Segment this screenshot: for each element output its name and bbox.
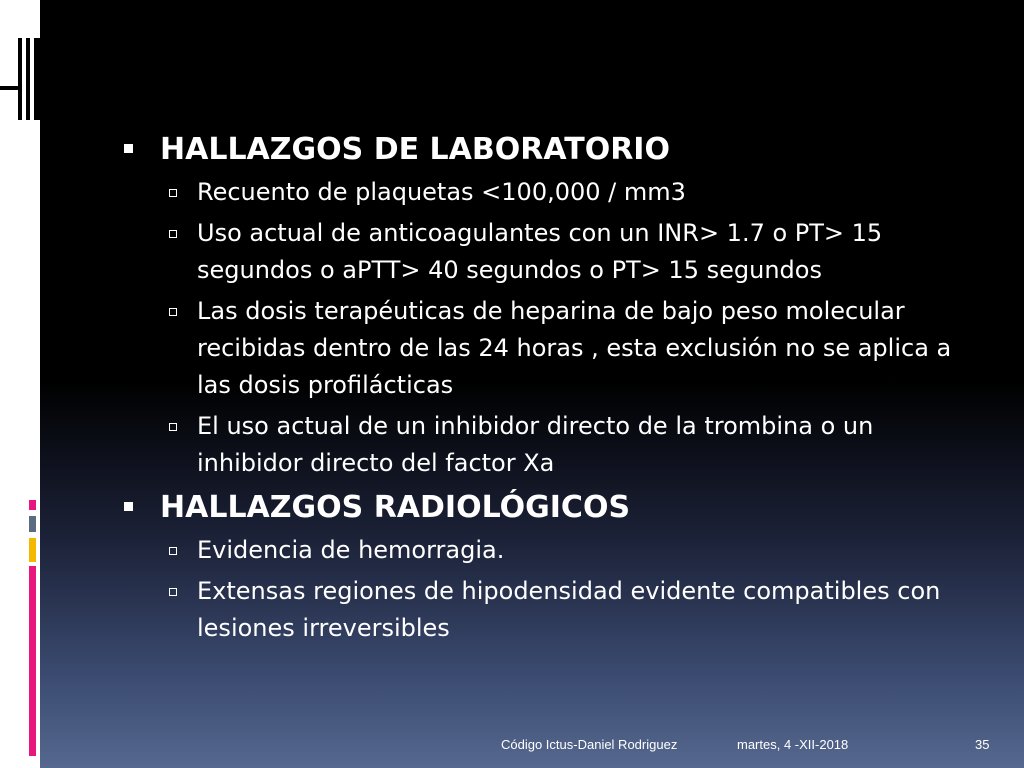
list-item-text: Recuento de plaquetas <100,000 / mm3 (197, 178, 686, 206)
hollow-square-icon (169, 230, 177, 238)
footer-author: Código Ictus-Daniel Rodriguez (501, 737, 678, 752)
heading-text: HALLAZGOS DE LABORATORIO (160, 132, 670, 167)
slide-number: 35 (975, 737, 990, 752)
hollow-square-icon (169, 189, 177, 197)
list-item (120, 573, 980, 647)
list-item (120, 174, 980, 211)
filled-square-icon (124, 144, 133, 153)
list-item-text: Las dosis terapéuticas de heparina de bajo peso molecular recibidas dentro de las 24 horas , esta exclusión no se aplica a las dosis profilácticas (197, 297, 952, 399)
hollow-square-icon (169, 308, 177, 316)
list-item (120, 293, 980, 404)
list-item-text: Extensas regiones de hipodensidad evidente compatibles con lesiones irreversibles (197, 577, 941, 642)
footer-date: martes, 4 -XII-2018 (737, 737, 849, 752)
heading-text: HALLAZGOS RADIOLÓGICOS (160, 490, 631, 525)
hollow-square-icon (169, 547, 177, 555)
hollow-square-icon (169, 423, 177, 431)
list-item-text: El uso actual de un inhibidor directo de la trombina o un inhibidor directo del factor Xa (197, 412, 874, 477)
filled-square-icon (124, 502, 133, 511)
hollow-square-icon (169, 588, 177, 596)
section-heading-laboratorio (120, 128, 980, 172)
list-item-text: Evidencia de hemorragia. (197, 536, 505, 564)
list-item (120, 532, 980, 569)
list-item (120, 408, 980, 482)
section-heading-radiologicos (120, 486, 980, 530)
slide-content (120, 128, 980, 651)
list-item (120, 215, 980, 289)
list-item-text: Uso actual de anticoagulantes con un INR> 1.7 o PT> 15 segundos o aPTT> 40 segundos o PT> 15 segundos (197, 219, 883, 284)
